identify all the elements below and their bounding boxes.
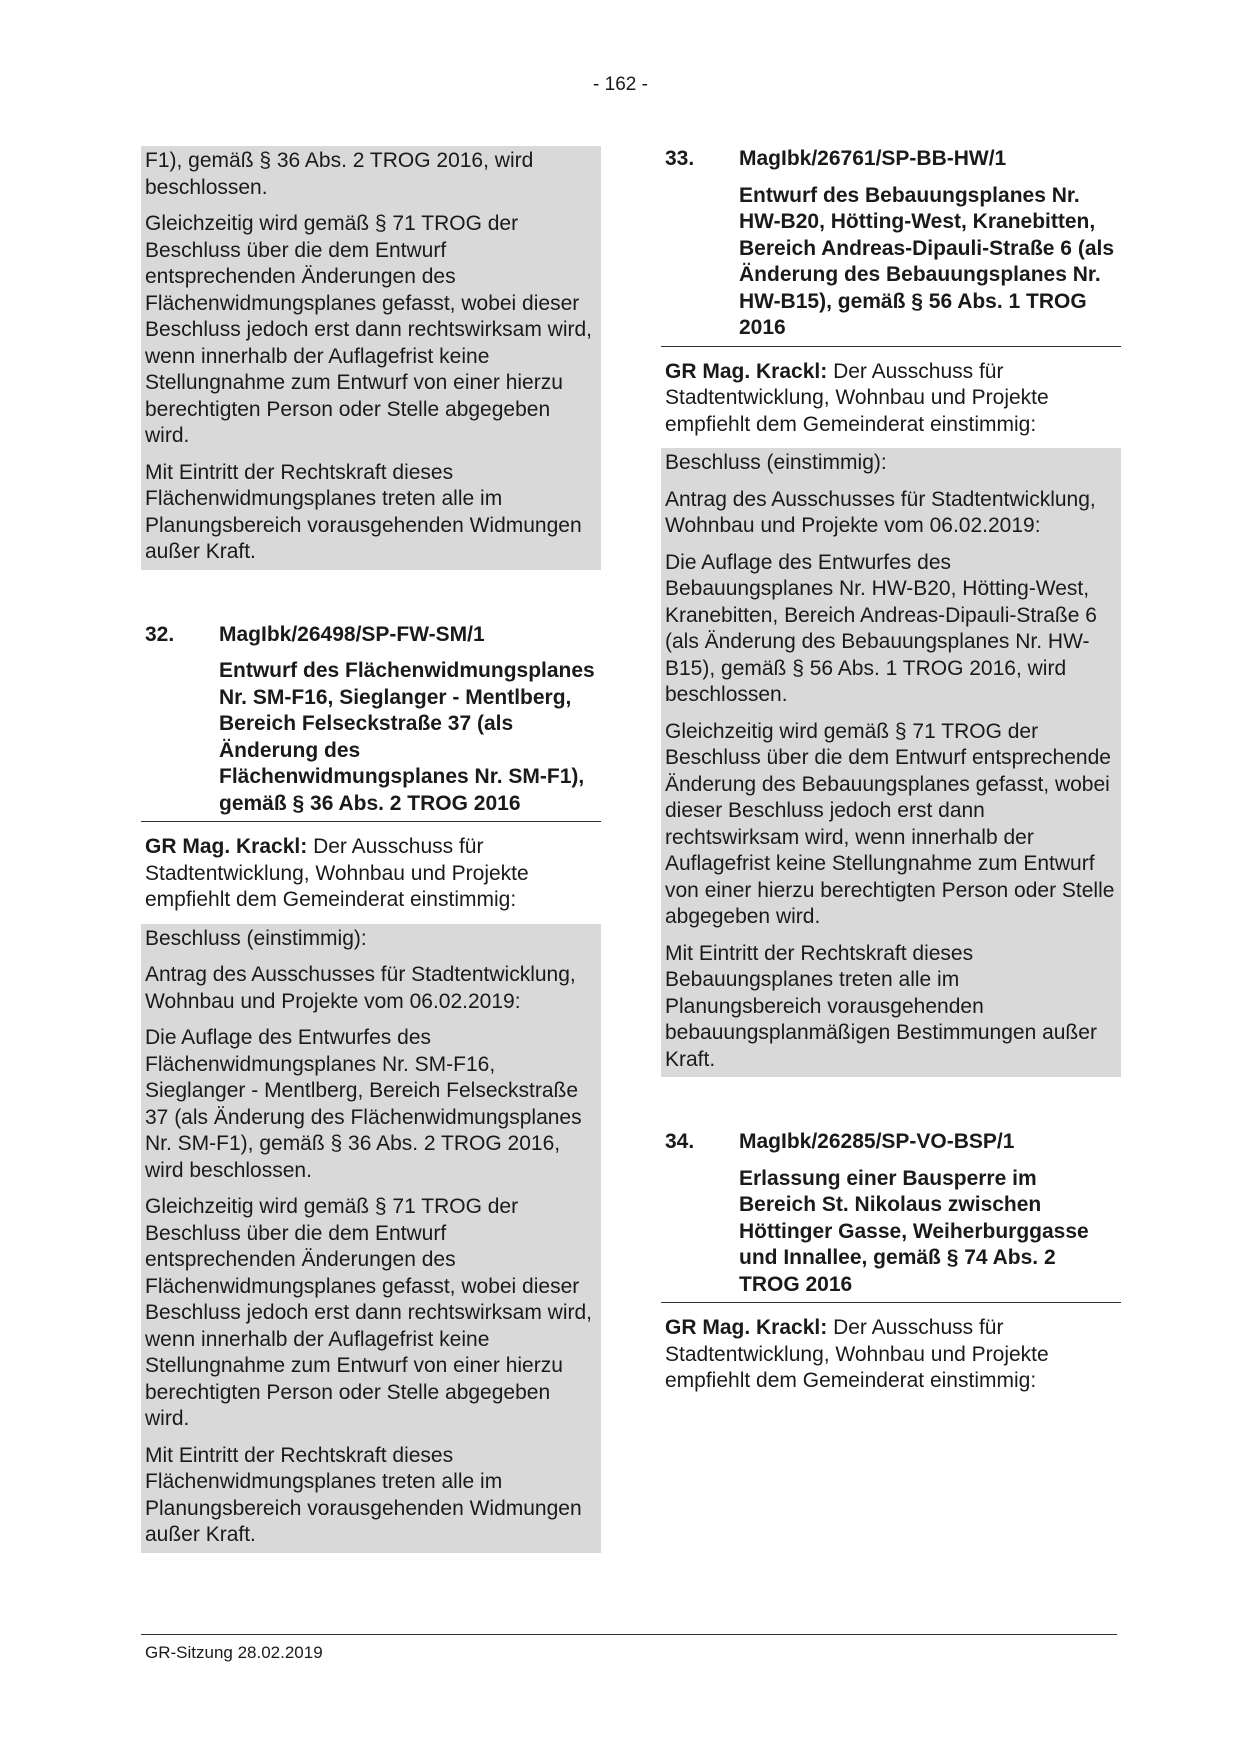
agenda-item-32-heading: [145, 622, 597, 823]
resolution-block: [661, 448, 1121, 1077]
speaker-text: Der Ausschuss für Stadtentwicklung, Wohnbau und Projekte empfiehlt dem Gemeinderat einstimmig:: [665, 359, 1049, 436]
continuation-resolution-block: [141, 146, 601, 570]
speaker-statement: [665, 1315, 1117, 1395]
continuation-paragraph: Mit Eintritt der Rechtskraft dieses Flächenwidmungsplanes treten alle im Planungsbereich vorausgehenden Widmungen außer Kraft.: [145, 460, 582, 563]
resolution-paragraph: Antrag des Ausschusses für Stadtentwicklung, Wohnbau und Projekte vom 06.02.2019:: [665, 487, 1096, 537]
agenda-item-number: 32.: [145, 622, 175, 646]
heading-divider: [661, 346, 1121, 347]
resolution-paragraph: Antrag des Ausschusses für Stadtentwicklung, Wohnbau und Projekte vom 06.02.2019:: [145, 963, 576, 1013]
right-column: [665, 146, 1117, 1395]
left-column: [145, 146, 597, 1553]
resolution-paragraph: Mit Eintritt der Rechtskraft dieses Bebauungsplanes treten alle im Planungsbereich vorausgehenden bebauungsplanmäßigen Bestimmungen außer Kraft.: [665, 941, 1097, 1071]
heading-divider: [141, 821, 601, 822]
resolution-paragraph: Gleichzeitig wird gemäß § 71 TROG der Beschluss über die dem Entwurf entsprechenden Änderungen des Flächenwidmungsplanes gefasst, wobei dieser Beschluss jedoch erst dann rechtswirksam wird, wenn innerhalb der Auflagefrist keine Stellungnahme zum Entwurf von einer hierzu berechtigten Person oder Stelle abgegeben wird.: [145, 1195, 593, 1430]
resolution-paragraph: Die Auflage des Entwurfes des Bebauungsplanes Nr. HW-B20, Hötting-West, Kranebitten, Bereich Andreas-Dipauli-Straße 6 (als Änderung des Bebauungsplanes Nr. HW-B15), gemäß § 56 Abs. 1 TROG 2016, wird beschlossen.: [665, 550, 1097, 706]
resolution-paragraph: Beschluss (einstimmig):: [145, 926, 367, 950]
agenda-item-code: MagIbk/26285/SP-VO-BSP/1: [739, 1130, 1015, 1153]
agenda-item-33-heading: [665, 146, 1117, 347]
page-number: - 162 -: [593, 74, 648, 95]
resolution-paragraph: Gleichzeitig wird gemäß § 71 TROG der Beschluss über die dem Entwurf entsprechende Änderung des Bebauungsplanes gefasst, wobei dieser Beschluss jedoch erst dann rechtswirksam wird, wenn innerhalb der Auflagefrist keine Stellungnahme zum Entwurf von einer hierzu berechtigten Person oder Stelle abgegeben wird.: [665, 719, 1115, 928]
speaker-name: GR Mag. Krackl:: [665, 359, 828, 383]
resolution-paragraph: Mit Eintritt der Rechtskraft dieses Flächenwidmungsplanes treten alle im Planungsbereich vorausgehenden Widmungen außer Kraft.: [145, 1443, 582, 1546]
agenda-item-subtitle: Erlassung einer Bausperre im Bereich St. Nikolaus zwischen Höttinger Gasse, Weiherburggasse und Innallee, gemäß § 74 Abs. 2 TROG 2016: [739, 1166, 1089, 1296]
resolution-block: [141, 924, 601, 1553]
agenda-item-code: MagIbk/26498/SP-FW-SM/1: [219, 622, 485, 646]
agenda-item-number: 33.: [665, 147, 695, 170]
continuation-paragraph: F1), gemäß § 36 Abs. 2 TROG 2016, wird beschlossen.: [145, 149, 534, 199]
speaker-name: GR Mag. Krackl:: [145, 835, 308, 858]
footer-session-date: GR-Sitzung 28.02.2019: [145, 1643, 323, 1662]
agenda-item-34-heading: [665, 1129, 1117, 1303]
agenda-item-subtitle: Entwurf des Flächenwidmungsplanes Nr. SM-F16, Sieglanger - Mentlberg, Bereich Felseckstraße 37 (als Änderung des Flächenwidmungsplanes Nr. SM-F1), gemäß § 36 Abs. 2 TROG 2016: [219, 659, 595, 815]
speaker-text: Der Ausschuss für Stadtentwicklung, Wohnbau und Projekte empfiehlt dem Gemeinderat einstimmig:: [665, 1316, 1049, 1392]
speaker-text: Der Ausschuss für Stadtentwicklung, Wohnbau und Projekte empfiehlt dem Gemeinderat einstimmig:: [145, 835, 529, 911]
agenda-item-subtitle: Entwurf des Bebauungsplanes Nr. HW-B20, Hötting-West, Kranebitten, Bereich Andreas-Dipauli-Straße 6 (als Änderung des Bebauungsplanes Nr. HW-B15), gemäß § 56 Abs. 1 TROG 2016: [739, 183, 1115, 339]
heading-divider: [661, 1302, 1121, 1303]
agenda-item-code: MagIbk/26761/SP-BB-HW/1: [739, 147, 1007, 170]
speaker-statement: [145, 834, 597, 914]
agenda-item-number: 34.: [665, 1130, 695, 1153]
footer-divider: [141, 1634, 1117, 1635]
speaker-statement: [665, 359, 1117, 439]
speaker-name: GR Mag. Krackl:: [665, 1316, 828, 1339]
resolution-paragraph: Die Auflage des Entwurfes des Flächenwidmungsplanes Nr. SM-F16, Sieglanger - Mentlberg, Bereich Felseckstraße 37 (als Änderung des Flächenwidmungsplanes Nr. SM-F1), gemäß § 36 Abs. 2 TROG 2016, wird beschlossen.: [145, 1026, 582, 1182]
resolution-paragraph: Beschluss (einstimmig):: [665, 451, 887, 474]
continuation-paragraph: Gleichzeitig wird gemäß § 71 TROG der Beschluss über die dem Entwurf entsprechenden Änderungen des Flächenwidmungsplanes gefasst, wobei dieser Beschluss jedoch erst dann rechtswirksam wird, wenn innerhalb der Auflagefrist keine Stellungnahme zum Entwurf von einer hierzu berechtigten Person oder Stelle abgegeben wird.: [145, 212, 593, 447]
